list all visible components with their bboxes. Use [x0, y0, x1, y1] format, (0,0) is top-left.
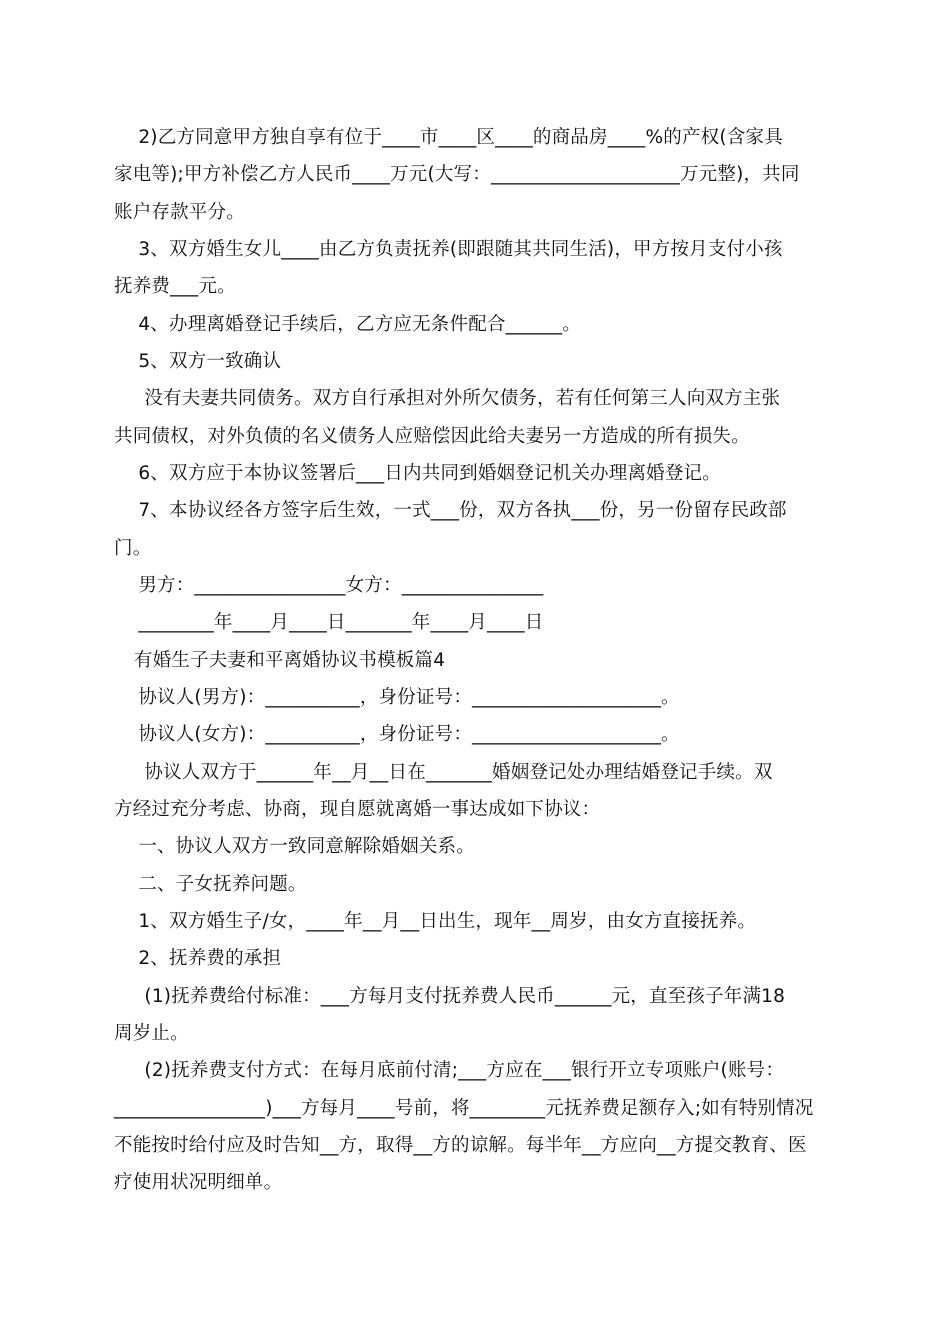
- paragraph-line: 抚养费___元。: [114, 276, 236, 297]
- paragraph-line: 7、本协议经各方签字后生效，一式___份，双方各执___份，另一份留存民政部: [114, 500, 787, 521]
- paragraph-line: 不能按时给付应及时告知__方，取得__方的谅解。每半年__方应向__方提交教育、医: [114, 1135, 807, 1156]
- paragraph-line: 协议人(男方)：__________，身份证号：____________________。: [114, 687, 680, 708]
- date-line: ________年____月____日_______年____月____日: [114, 612, 544, 633]
- paragraph-line: 方经过充分考虑、协商，现自愿就离婚一事达成如下协议：: [114, 799, 601, 820]
- paragraph-line: 没有夫妻共同债务。双方自行承担对外所欠债务，若有任何第三人向双方主张: [114, 388, 781, 409]
- paragraph-line: 门。: [114, 538, 152, 559]
- paragraph-line: 一、协议人双方一致同意解除婚姻关系。: [114, 836, 475, 857]
- section-heading: 有婚生子夫妻和平离婚协议书模板篇4: [134, 650, 446, 671]
- paragraph-line: 二、子女抚养问题。: [114, 874, 307, 895]
- paragraph-line: 2)乙方同意甲方独自享有位于____市____区____的商品房____%的产权(含家具: [114, 127, 783, 148]
- paragraph-line: 5、双方一致确认: [114, 351, 282, 372]
- paragraph-line: ________________)___方每月____号前，将________元抚养费足额存入;如有特别情况: [114, 1098, 814, 1119]
- paragraph-line: 账户存款平分。: [114, 202, 245, 223]
- signature-line: 男方：________________女方：_______________: [114, 575, 544, 596]
- paragraph-line: 1、双方婚生子/女，____年__月__日出生，现年__周岁，由女方直接抚养。: [114, 911, 757, 932]
- paragraph-line: 共同债权，对外负债的名义债务人应赔偿因此给夫妻另一方造成的所有损失。: [114, 426, 750, 447]
- paragraph-line: 协议人(女方)：__________，身份证号：____________________。: [114, 724, 680, 745]
- paragraph-line: 协议人双方于______年__月__日在_______婚姻登记处办理结婚登记手续。双: [114, 762, 773, 783]
- paragraph-line: 3、双方婚生女儿____由乙方负责抚养(即跟随其共同生活)，甲方按月支付小孩: [114, 239, 783, 260]
- paragraph-line: 6、双方应于本协议签署后___日内共同到婚姻登记机关办理离婚登记。: [114, 463, 721, 484]
- paragraph-line: (2)抚养费支付方式：在每月底前付清;___方应在___银行开立专项账户(账号：: [114, 1060, 785, 1081]
- paragraph-line: 2、抚养费的承担: [114, 948, 282, 969]
- paragraph-line: 4、办理离婚登记手续后，乙方应无条件配合______。: [114, 314, 581, 335]
- paragraph-line: 周岁止。: [114, 1023, 189, 1044]
- paragraph-line: (1)抚养费给付标准：___方每月支付抚养费人民币______元，直至孩子年满18: [114, 986, 786, 1007]
- paragraph-line: 疗使用状况明细单。: [114, 1172, 283, 1193]
- paragraph-line: 家电等);甲方补偿乙方人民币____万元(大写：____________________万元整)，共同: [114, 164, 800, 185]
